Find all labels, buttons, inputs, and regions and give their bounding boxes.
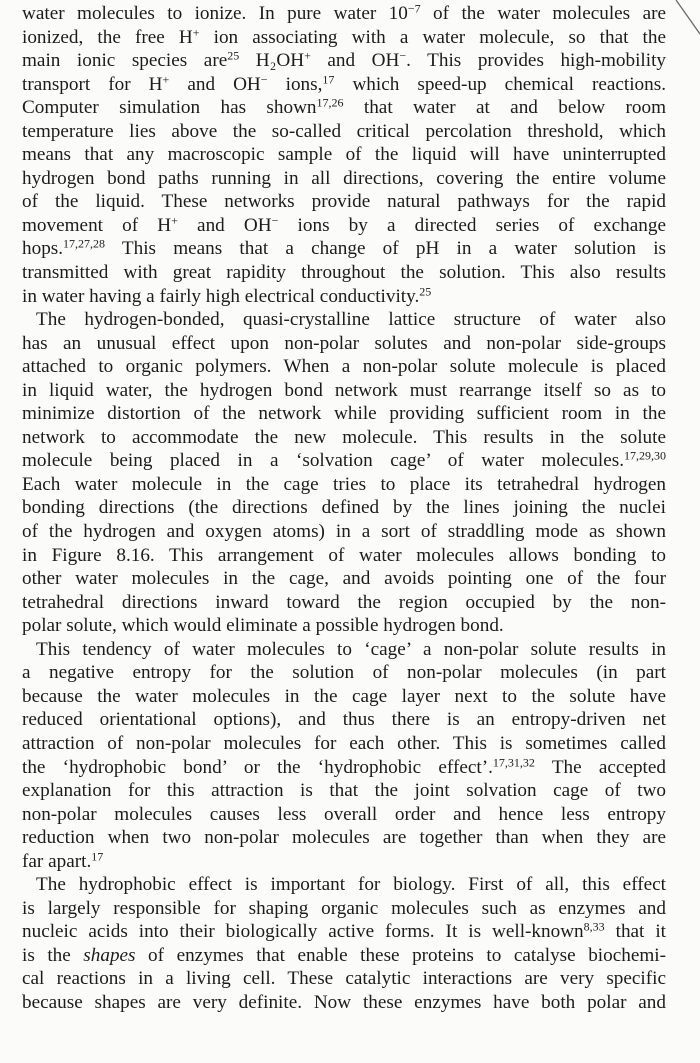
- text-line: has an unusual effect upon non-polar solutes and non-polar side-groups: [22, 332, 666, 354]
- text-line: is largely responsible for shaping organic molecules such as enzymes and: [22, 897, 666, 919]
- text-line: tetrahedral directions inward toward the region occupied by the non-: [22, 591, 666, 613]
- text-line: water molecules to ionize. In pure water $10^{-7}$ of the water molecules are: [22, 1, 666, 24]
- text-line: reduced orientational options), and thus there is an entropy-driven net: [22, 709, 666, 731]
- text-line: ionized, the free H+ ion associating with a water molecule, so that the: [22, 24, 666, 48]
- text-line: transmitted with great rapidity throughout the solution. This also results: [22, 262, 666, 284]
- text-line: of the liquid. These networks provide natural pathways for the rapid: [22, 191, 666, 213]
- text-line: main ionic species are$^{25}$ H₂OH+ and OH−. This provides high-mobility: [22, 48, 666, 72]
- text-line: in water having a fairly high electrical conductivity.$^{25}$: [22, 283, 432, 307]
- text-line: Computer simulation has shown$^{17,26}$ that water at and below room: [22, 95, 666, 119]
- text-line: molecule being placed in a ‘solvation cage’ of water molecules.$^{17,29,30}$: [22, 448, 666, 472]
- text-line: attached to organic polymers. When a non-polar solute molecule is placed: [22, 356, 666, 378]
- text-line: The hydrophobic effect is important for biology. First of all, this effect: [36, 874, 666, 896]
- text-line: because the water molecules in the cage layer next to the solute have: [22, 685, 666, 707]
- text-line: is the shapes of enzymes that enable these proteins to catalyse biochemi-: [22, 944, 666, 966]
- text-line: The hydrogen-bonded, quasi-crystalline lattice structure of water also: [36, 309, 666, 331]
- text-line: because shapes are very definite. Now these enzymes have both polar and: [22, 991, 666, 1013]
- text-line: polar solute, which would eliminate a possible hydrogen bond.: [22, 615, 504, 637]
- text-line: hops.$^{17,27,28}$ This means that a change of pH in a water solution is: [22, 236, 666, 260]
- text-line: non-polar molecules causes less overall order and hence less entropy: [22, 803, 666, 825]
- text-line: transport for H+ and OH− ions,$^{17}$ which speed-up chemical reactions.: [22, 72, 667, 95]
- text-line: network to accommodate the new molecule. This results in the solute: [22, 426, 666, 448]
- body-text: [22, 2, 666, 1015]
- text-line: movement of H+ and OH− ions by a directed series of exchange: [22, 213, 666, 236]
- text-line: minimize distortion of the network while providing sufficient room in the: [22, 403, 666, 425]
- text-line: the ‘hydrophobic bond’ or the ‘hydrophobic effect’.$^{17,31,32}$ The accepted: [22, 754, 666, 778]
- text-line: This tendency of water molecules to ‘cage’ a non-polar solute results in: [36, 638, 666, 660]
- text-line: in liquid water, the hydrogen bond network must rearrange itself so as to: [22, 379, 666, 401]
- text-line: of the hydrogen and oxygen atoms) in a sort of straddling mode as shown: [22, 521, 666, 543]
- text-line: cal reactions in a living cell. These catalytic interactions are very specific: [22, 968, 666, 990]
- text-line: explanation for this attraction is that the joint solvation cage of two: [22, 780, 666, 802]
- text-line: attraction of non-polar molecules for each other. This is sometimes called: [22, 732, 666, 754]
- text-line: bonding directions (the directions defined by the lines joining the nuclei: [22, 497, 666, 519]
- text-line: other water molecules in the cage, and avoids pointing one of the four: [22, 568, 666, 590]
- text-line: reduction when two non-polar molecules are together than when they are: [22, 827, 666, 849]
- text-line: nucleic acids into their biologically active forms. It is well-known$^{8,33}$ that it: [22, 919, 667, 943]
- text-line: far apart.$^{17}$: [22, 849, 104, 872]
- text-line: temperature lies above the so-called critical percolation threshold, which: [22, 120, 666, 142]
- text-line: in Figure 8.16. This arrangement of water molecules allows bonding to: [22, 544, 666, 566]
- text-line: hydrogen bond paths running in all directions, covering the entire volume: [22, 167, 666, 189]
- text-line: means that any macroscopic sample of the liquid will have uninterrupted: [22, 144, 666, 166]
- text-line: a negative entropy for the solution of non-polar molecules (in part: [22, 662, 666, 684]
- text-line: Each water molecule in the cage tries to place its tetrahedral hydrogen: [22, 473, 666, 495]
